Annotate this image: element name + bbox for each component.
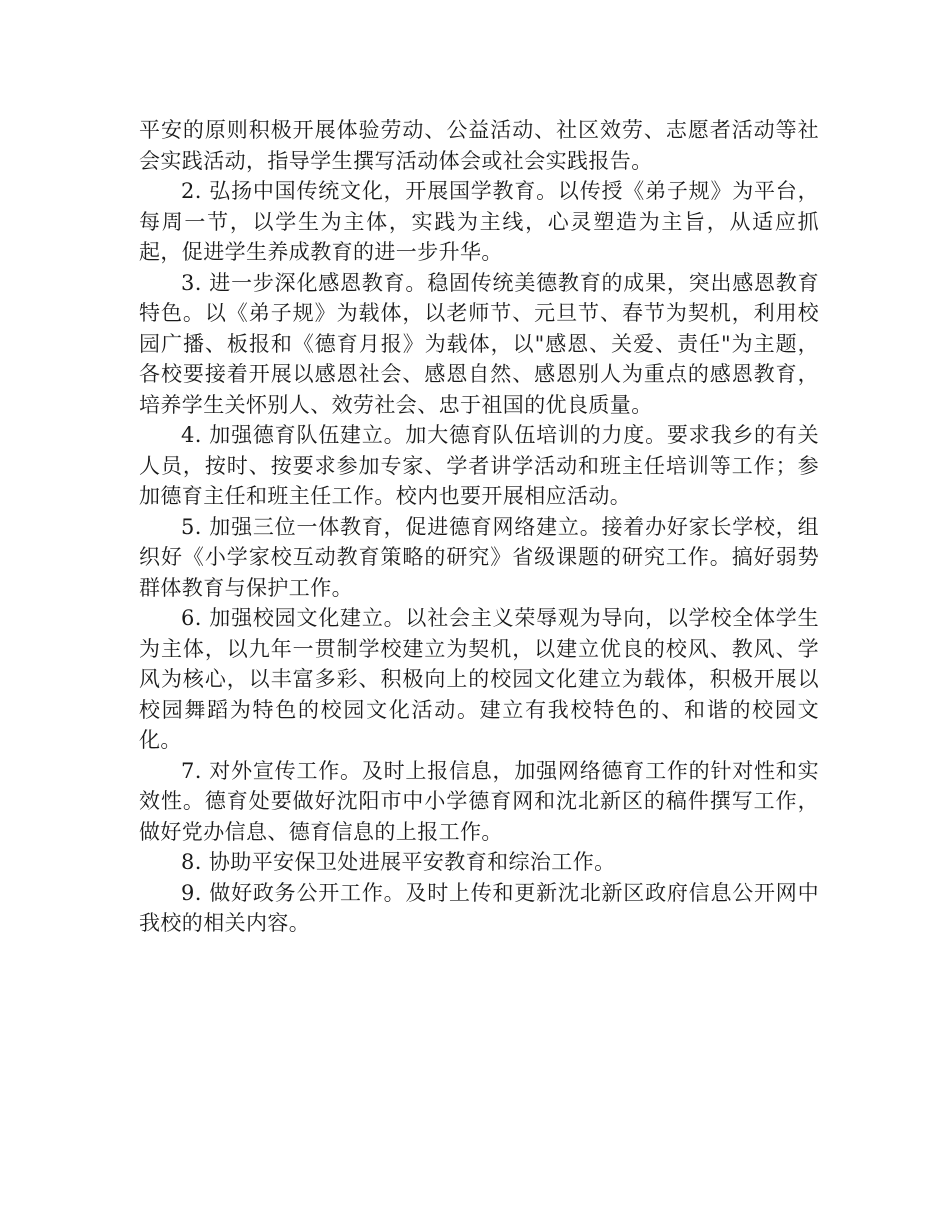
paragraph-item-8: 8. 协助平安保卫处进展平安教育和综治工作。 xyxy=(181,850,616,874)
paragraph-item-9: 9. 做好政务公开工作。及时上传和更新沈北新区政府信息公开网中我校的相关内容。 xyxy=(139,880,819,935)
document-body xyxy=(139,115,819,939)
paragraph-continuation: 平安的原则积极开展体验劳动、公益活动、社区效劳、志愿者活动等社会实践活动，指导学生撰写活动体会或社会实践报告。 xyxy=(139,118,819,173)
paragraph-item-6: 6. 加强校园文化建立。以社会主义荣辱观为导向，以学校全体学生为主体，以九年一贯制学校建立为契机，以建立优良的校风、教风、学风为核心，以丰富多彩、积极向上的校园文化建立为载体，积极开展以校园舞蹈为特色的校园文化活动。建立有我校特色的、和谐的校园文化。 xyxy=(139,606,819,752)
paragraph-item-2: 2. 弘扬中国传统文化，开展国学教育。以传授《弟子规》为平台，每周一节，以学生为主体，实践为主线，心灵塑造为主旨，从适应抓起，促进学生养成教育的进一步升华。 xyxy=(139,179,819,264)
paragraph-item-5: 5. 加强三位一体教育，促进德育网络建立。接着办好家长学校，组织好《小学家校互动教育策略的研究》省级课题的研究工作。搞好弱势群体教育与保护工作。 xyxy=(139,514,819,600)
paragraph-item-7: 7. 对外宣传工作。及时上报信息，加强网络德育工作的针对性和实效性。德育处要做好沈阳市中小学德育网和沈北新区的稿件撰写工作，做好党办信息、德育信息的上报工作。 xyxy=(139,758,819,844)
paragraph-item-3: 3. 进一步深化感恩教育。稳固传统美德教育的成果，突出感恩教育特色。以《弟子规》为载体，以老师节、元旦节、春节为契机，利用校园广播、板报和《德育月报》为载体，以"感恩、关爱、责任"为主题，各校要接着开展以感恩社会、感恩自然、感恩别人为重点的感恩教育，培养学生关怀别人、效劳社会、忠于祖国的优良质量。 xyxy=(139,270,819,417)
paragraph-item-4: 4. 加强德育队伍建立。加大德育队伍培训的力度。要求我乡的有关人员，按时、按要求参加专家、学者讲学活动和班主任培训等工作；参加德育主任和班主任工作。校内也要开展相应活动。 xyxy=(139,423,819,508)
